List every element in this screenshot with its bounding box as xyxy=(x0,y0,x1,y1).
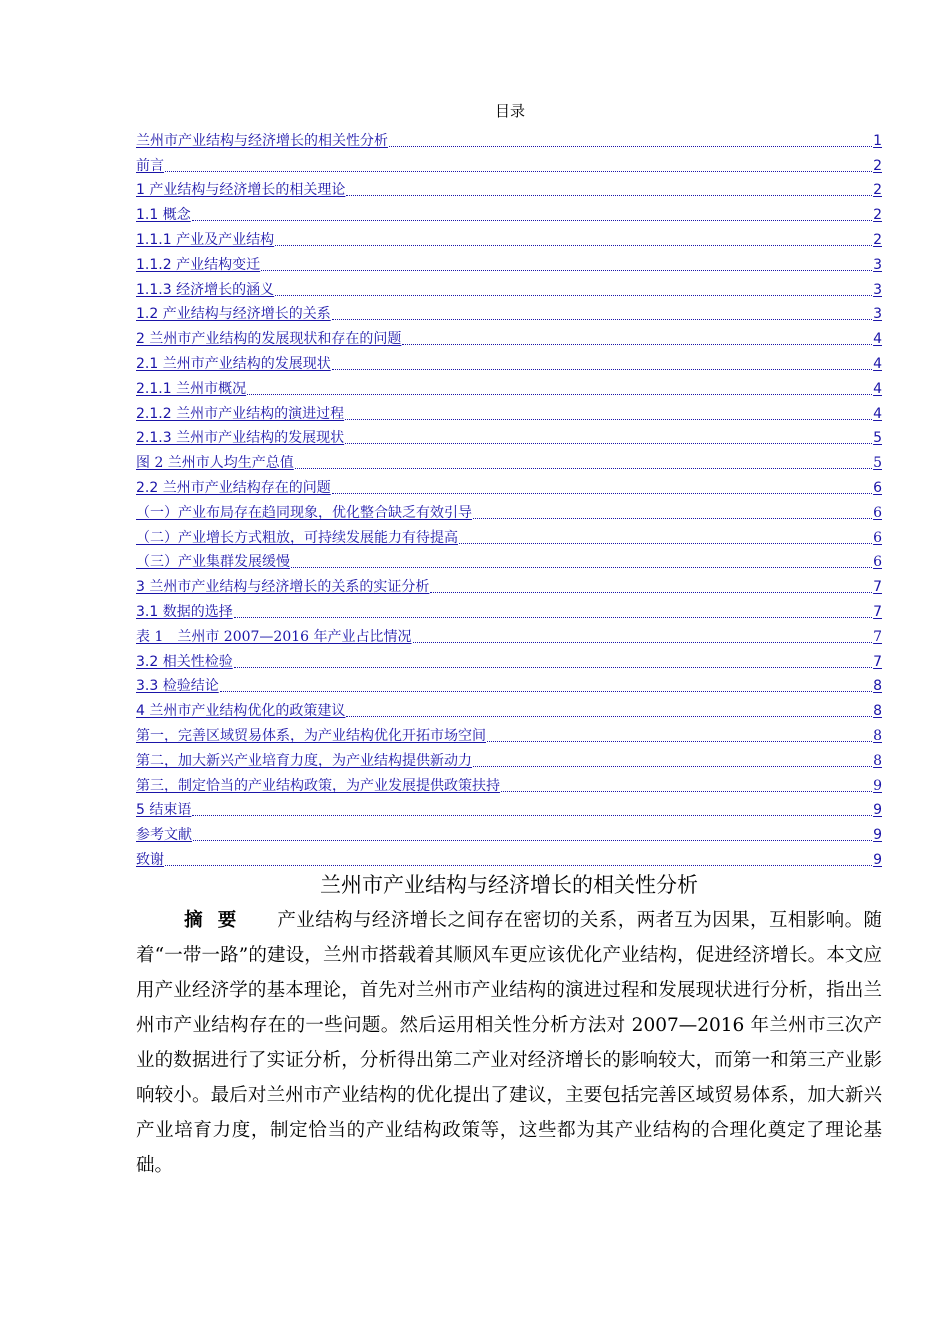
toc-leader-dots xyxy=(193,840,872,841)
toc-entry-page: 6 xyxy=(873,529,882,546)
toc-leader-dots xyxy=(165,865,872,866)
toc-entry-title: 5 结束语 xyxy=(136,802,192,819)
toc-entry-title: （三）产业集群发展缓慢 xyxy=(136,554,290,571)
toc-leader-dots xyxy=(247,394,872,395)
toc-entry-page: 4 xyxy=(873,355,882,372)
toc-entry-title: 第一，完善区域贸易体系，为产业结构优化开拓市场空间 xyxy=(136,727,486,744)
toc-leader-dots xyxy=(332,493,872,494)
toc-leader-dots xyxy=(413,642,873,643)
toc-entry-page: 8 xyxy=(873,752,882,769)
abstract-label: 摘要 xyxy=(184,910,252,931)
toc-leader-dots xyxy=(192,815,872,816)
toc-entry-link[interactable] xyxy=(136,720,882,745)
toc-leader-dots xyxy=(192,220,872,221)
toc-leader-dots xyxy=(220,691,872,692)
toc-leader-dots xyxy=(430,592,872,593)
toc-entry-page: 2 xyxy=(873,157,882,174)
toc-leader-dots xyxy=(473,518,872,519)
toc-entry-link[interactable] xyxy=(136,770,882,795)
toc-leader-dots xyxy=(275,245,872,246)
toc-entry-title: 2.1 兰州市产业结构的发展现状 xyxy=(136,355,331,372)
toc-entry-page: 8 xyxy=(873,678,882,695)
toc-entry-title: 参考文献 xyxy=(136,827,192,844)
toc-entry-page: 3 xyxy=(873,306,882,323)
toc-leader-dots xyxy=(345,443,872,444)
toc-entry-link[interactable] xyxy=(136,447,882,472)
toc-leader-dots xyxy=(275,295,872,296)
toc-entry-title: （一）产业布局存在趋同现象，优化整合缺乏有效引导 xyxy=(136,504,472,521)
toc-entry-link[interactable] xyxy=(136,398,882,423)
toc-entry-link[interactable] xyxy=(136,795,882,820)
toc-entry-title: 1.2 产业结构与经济增长的关系 xyxy=(136,306,331,323)
toc-entry-link[interactable] xyxy=(136,373,882,398)
toc-entry-link[interactable] xyxy=(136,596,882,621)
toc-entry-link[interactable] xyxy=(136,819,882,844)
toc-entry-link[interactable] xyxy=(136,522,882,547)
toc-entry-title: 1 产业结构与经济增长的相关理论 xyxy=(136,182,346,199)
toc-entry-page: 8 xyxy=(873,703,882,720)
toc-leader-dots xyxy=(501,791,872,792)
toc-entry-page: 7 xyxy=(873,628,882,645)
toc-entry-title: 4 兰州市产业结构优化的政策建议 xyxy=(136,703,346,720)
toc-entry-title: 图 2 兰州市人均生产总值 xyxy=(136,455,294,472)
toc-entry-link[interactable] xyxy=(136,695,882,720)
toc-entry-title: 3.3 检验结论 xyxy=(136,678,219,695)
toc-entry-page: 9 xyxy=(873,851,882,868)
toc-entry-title: 2.1.2 兰州市产业结构的演进过程 xyxy=(136,405,345,422)
toc-entry-link[interactable] xyxy=(136,844,882,869)
toc-entry-page: 9 xyxy=(873,827,882,844)
toc-leader-dots xyxy=(332,369,872,370)
toc-entry-page: 2 xyxy=(873,182,882,199)
toc-entry-page: 6 xyxy=(873,554,882,571)
toc-heading: 目录 xyxy=(494,102,525,120)
toc-leader-dots xyxy=(487,741,872,742)
toc-entry-link[interactable] xyxy=(136,125,882,150)
toc-entry-title: 前言 xyxy=(136,157,164,174)
toc-leader-dots xyxy=(291,567,872,568)
toc-entry-title: 2.1.3 兰州市产业结构的发展现状 xyxy=(136,430,345,447)
toc-entry-title: 2.1.1 兰州市概况 xyxy=(136,380,247,397)
toc-entry-page: 6 xyxy=(873,504,882,521)
toc-entry-title: 表 1 兰州市 2007—2016 年产业占比情况 xyxy=(136,628,412,645)
toc-entry-page: 9 xyxy=(873,777,882,794)
toc-entry-title: 兰州市产业结构与经济增长的相关性分析 xyxy=(136,132,388,149)
toc-entry-title: 第二，加大新兴产业培育力度，为产业结构提供新动力 xyxy=(136,752,472,769)
toc-entry-page: 3 xyxy=(873,281,882,298)
toc-entry-page: 4 xyxy=(873,405,882,422)
toc-entry-link[interactable] xyxy=(136,199,882,224)
toc-entry-link[interactable] xyxy=(136,745,882,770)
toc-entry-page: 2 xyxy=(873,231,882,248)
toc-entry-page: 2 xyxy=(873,207,882,224)
toc-entry-link[interactable] xyxy=(136,175,882,200)
toc-entry-title: 1.1.2 产业结构变迁 xyxy=(136,256,261,273)
toc-leader-dots xyxy=(332,319,872,320)
table-of-contents xyxy=(136,125,882,869)
toc-entry-page: 1 xyxy=(873,132,882,149)
toc-entry-page: 7 xyxy=(873,653,882,670)
toc-entry-page: 3 xyxy=(873,256,882,273)
toc-entry-page: 4 xyxy=(873,331,882,348)
toc-entry-page: 5 xyxy=(873,430,882,447)
toc-entry-link[interactable] xyxy=(136,571,882,596)
toc-leader-dots xyxy=(346,716,872,717)
toc-entry-page: 7 xyxy=(873,579,882,596)
toc-leader-dots xyxy=(295,468,872,469)
toc-leader-dots xyxy=(389,146,872,147)
toc-entry-link[interactable] xyxy=(136,646,882,671)
toc-entry-link[interactable] xyxy=(136,274,882,299)
toc-entry-title: （二）产业增长方式粗放，可持续发展能力有待提高 xyxy=(136,529,458,546)
toc-entry-link[interactable] xyxy=(136,249,882,274)
toc-leader-dots xyxy=(402,344,872,345)
toc-leader-dots xyxy=(345,419,872,420)
toc-entry-link[interactable] xyxy=(136,224,882,249)
toc-entry-link[interactable] xyxy=(136,150,882,175)
toc-entry-title: 1.1 概念 xyxy=(136,207,191,224)
abstract-paragraph xyxy=(136,903,882,1183)
toc-leader-dots xyxy=(234,617,872,618)
toc-entry-title: 致谢 xyxy=(136,851,164,868)
toc-leader-dots xyxy=(459,543,872,544)
toc-entry-link[interactable] xyxy=(136,547,882,572)
toc-entry-link[interactable] xyxy=(136,472,882,497)
document-title: 兰州市产业结构与经济增长的相关性分析 xyxy=(320,873,698,897)
toc-leader-dots xyxy=(261,270,872,271)
toc-entry-title: 第三，制定恰当的产业结构政策，为产业发展提供政策扶持 xyxy=(136,777,500,794)
toc-entry-link[interactable] xyxy=(136,671,882,696)
toc-entry-link[interactable] xyxy=(136,323,882,348)
toc-entry-title: 3.1 数据的选择 xyxy=(136,603,233,620)
toc-entry-title: 1.1.3 经济增长的涵义 xyxy=(136,281,275,298)
toc-entry-link[interactable] xyxy=(136,423,882,448)
toc-entry-link[interactable] xyxy=(136,299,882,324)
toc-entry-title: 2.2 兰州市产业结构存在的问题 xyxy=(136,479,331,496)
toc-leader-dots xyxy=(165,171,872,172)
toc-entry-link[interactable] xyxy=(136,348,882,373)
toc-entry-link[interactable] xyxy=(136,497,882,522)
toc-leader-dots xyxy=(234,667,872,668)
toc-entry-title: 3.2 相关性检验 xyxy=(136,653,233,670)
abstract-text: 产业结构与经济增长之间存在密切的关系，两者互为因果，互相影响。随着“一带一路”的建设，兰州市搭载着其顺风车更应该优化产业结构，促进经济增长。本文应用产业经济学的基本理论，首先对兰州市产业结构的演进过程和发展现状进行分析，指出兰州市产业结构存在的一些问题。然后运用相关性分析方法对 2007—2016 年兰州市三次产业的数据进行了实证分析，分析得出第二产业对经济增长的影响较大，而第一和第三产业影响较小。最后对兰州市产业结构的优化提出了建议，主要包括完善区域贸易体系，加大新兴产业培育力度，制定恰当的产业结构政策等，这些都为其产业结构的合理化奠定了理论基础。 xyxy=(136,910,882,1176)
toc-entry-page: 5 xyxy=(873,455,882,472)
toc-entry-title: 2 兰州市产业结构的发展现状和存在的问题 xyxy=(136,331,402,348)
toc-entry-page: 6 xyxy=(873,479,882,496)
toc-entry-title: 3 兰州市产业结构与经济增长的关系的实证分析 xyxy=(136,579,430,596)
toc-entry-page: 4 xyxy=(873,380,882,397)
toc-entry-page: 8 xyxy=(873,727,882,744)
toc-entry-link[interactable] xyxy=(136,621,882,646)
toc-leader-dots xyxy=(346,195,872,196)
toc-entry-title: 1.1.1 产业及产业结构 xyxy=(136,231,275,248)
toc-entry-page: 9 xyxy=(873,802,882,819)
toc-leader-dots xyxy=(473,766,872,767)
toc-entry-page: 7 xyxy=(873,603,882,620)
